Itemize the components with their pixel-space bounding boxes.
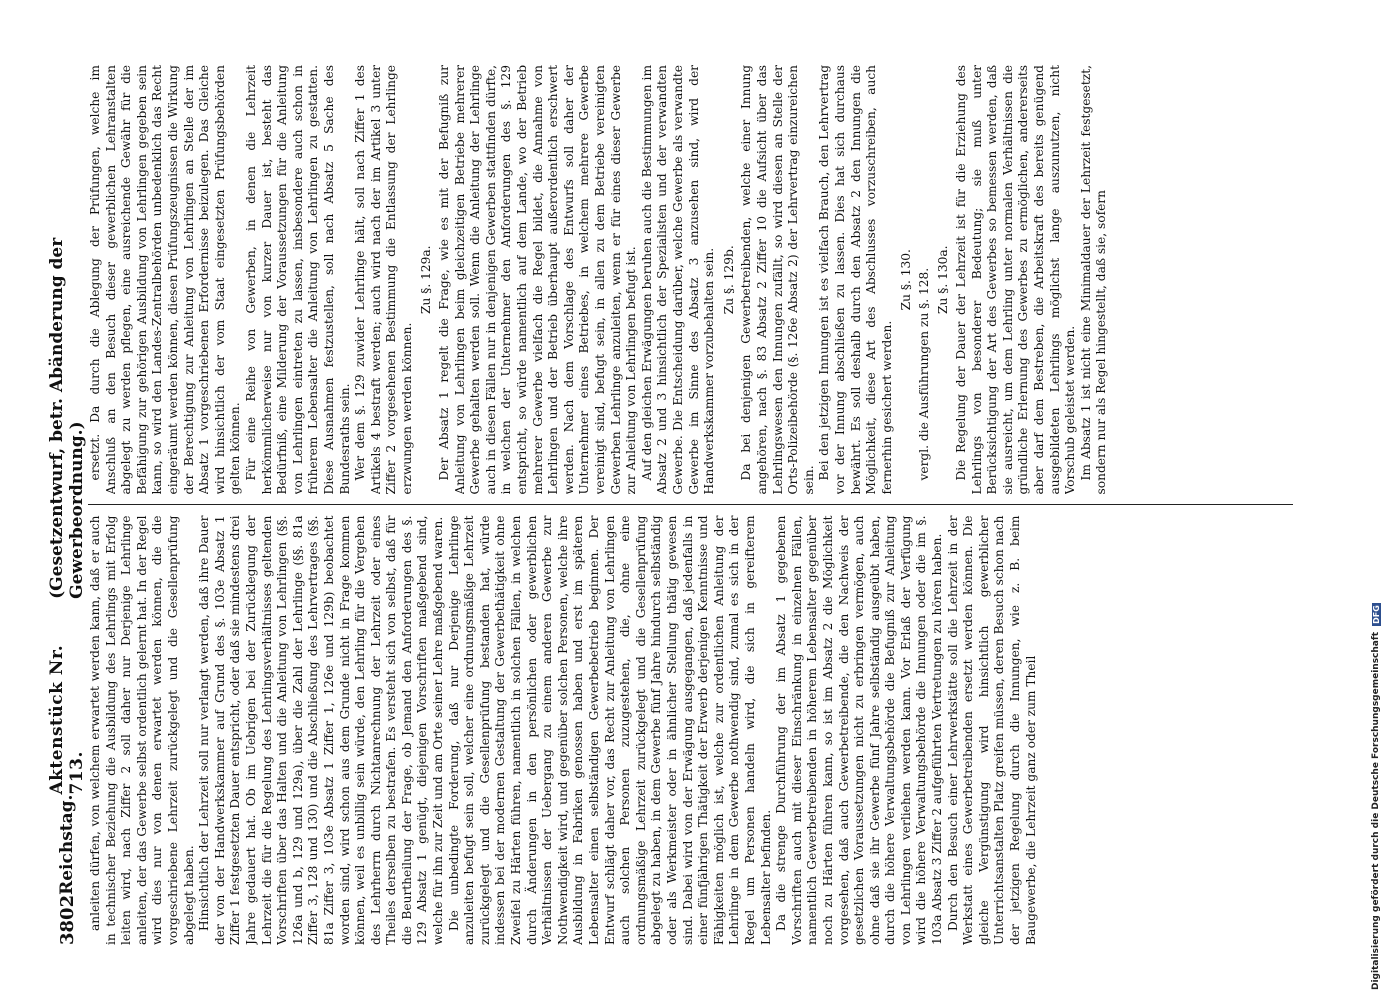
page-number: 3802 [56, 894, 78, 945]
paragraph: Auf den gleichen Erwägungen beruhen auch die Bestimmungen im Absatz 2 und 3 hinsichtlich der Spezialisten und der verwandten Gewerbe. Die Entscheidung darüber, welche Gewerbe als verwandte Gewerbe im Sinne des Absatz 3 anzusehen sind, wird der Handwerkskammer vorzubehalten sein. [639, 65, 717, 495]
left-column [88, 516, 1293, 946]
text-columns [88, 65, 1293, 945]
paragraph: Da die strenge Durchführung der im Absatz 1 gegebenen Vorschriften auch mit dieser Einschränkung in einzelnen Fällen, namentlich Gewerbetreibenden in höherem Lebensalter gegenüber noch zu Härten führen kann, so ist im Absatz 2 die Möglichkeit vorgesehen, daß auch Gewerbetreibende, die den Nachweis der gesetzlichen Voraussetzungen nicht zu erbringen vermögen, auch ohne daß sie ihr Gewerbe fünf Jahre selbständig ausgeübt haben, durch die höhere Verwaltungsbehörde die Befugniß zur Anleitung von Lehrlingen verliehen werden kann. Vor Erlaß der Verfügung wird die höhere Verwaltungsbehörde die Innungen oder die im §. 103a Absatz 3 Ziffer 2 aufgeführten Vertretungen zu hören haben. [774, 515, 945, 945]
paragraph: Bei den jetzigen Innungen ist es vielfach Brauch, den Lehrvertrag vor der Innung abschließen zu lassen. Dies hat sich durchaus bewährt. Es soll deshalb durch den Absatz 2 den Innungen die Möglichkeit, diese Art des Abschlusses vorzuschreiben, auch fernerhin gesichert werden. [817, 65, 894, 495]
page-header [47, 65, 87, 945]
section-heading: Zu §. 129a. [419, 245, 434, 314]
section-heading: Zu §. 130. [899, 249, 914, 311]
paragraph: Im Absatz 1 ist nicht eine Minimaldauer der Lehrzeit festgesetzt, sondern nur als Regel hingestellt, daß sie, sofern [1078, 65, 1109, 495]
header-center-title: Aktenstück Nr. 713. [47, 644, 87, 795]
section-heading: Zu §. 130a. [936, 245, 951, 314]
dfg-logo: DFG [1371, 605, 1381, 624]
section-heading: Zu §. 129b. [721, 245, 736, 315]
header-right-title: (Gesetzentwurf, betr. Abänderung der Gewerbeordnung.) [47, 237, 87, 599]
header-left-title: Reichstag. [57, 794, 77, 895]
paragraph: vergl. die Ausführungen zu §. 128. [916, 267, 931, 481]
column-divider [88, 505, 1293, 506]
paragraph: Der Absatz 1 regelt die Frage, wie es mit der Befugniß zur Anleitung von Lehrlingen beim gleichzeitigen Betriebe mehrerer Gewerbe gehalten werden soll. Wenn die Anleitung der Lehrlinge auch in diesen Fällen nur in denjenigen Gewerben stattfinden dürfte, in welchen der Unternehmer den Anforderungen des §. 129 entspricht, so würde namentlich auf dem Lande, wo der Betrieb mehrerer Gewerbe vielfach die Regel bildet, die Annahme von Lehrlingen und der Betrieb überhaupt außerordentlich erschwert werden. Nach dem Vorschlage des Entwurfs soll daher der Unternehmer eines Betriebes, in welchem mehrere Gewerbe vereinigt sind, befugt sein, in allen zu dem Betriebe vereinigten Gewerben Lehrlinge anzuleiten, wenn er für eines dieser Gewerbe zur Anleitung von Lehrlingen befugt ist. [437, 65, 639, 495]
paragraph: Wer dem §. 129 zuwider Lehrlinge hält, soll nach Ziffer 1 des Artikels 4 bestraft werden; auch wird nach der im Artikel 3 unter Ziffer 2 vorgesehenen Bestimmung die Entlassung der Lehrlinge erzwungen werden können. [353, 65, 414, 495]
right-column [88, 65, 1293, 495]
paragraph: Hinsichtlich der Lehrzeit soll nur verlangt werden, daß ihre Dauer der von der Handwerkskammer auf Grund des §. 103e Absatz 1 Ziffer 1 festgesetzten Dauer entspricht, oder daß sie mindestens drei Jahre gedauert hat. Ob im Uebrigen bei der Zurücklegung der Lehrzeit die für die Regelung des Lehrlingsverhältnisses geltenden Vorschriften über das Halten und die Anleitung von Lehrlingen (§§. 126a und b, 129 und 129a), über die Zahl der Lehrlinge (§§. 81a Ziffer 3, 128 und 130) und die Abschließung des Lehrvertrages (§§. 81a Ziffer 3, 103e Absatz 1 Ziffer 1, 126e und 129b) beobachtet worden sind, wird schon aus dem Grunde nicht in Frage kommen können, weil es unbillig sein würde, den Lehrling für die Vergehen des Lehrherrn durch Nichtanrechnung der Lehrzeit oder eines Theiles derselben zu bestrafen. Es versteht sich von selbst, daß für die Beurtheilung der Frage, ob Jemand den Anforderungen des §. 129 Absatz 1 genügt, diejenigen Vorschriften maßgebend sind, welche für ihn zur Zeit und am Orte seiner Lehre maßgebend waren. [197, 515, 446, 945]
digitization-note-text: Digitalisierung gefördert durch die Deutsche Forschungsgemeinschaft [1371, 631, 1381, 990]
paragraph: Die Regelung der Dauer der Lehrzeit ist für die Erziehung des Lehrlings von besonderer Bedeutung; sie muß unter Berücksichtigung der Art des Gewerbes so bemessen werden, daß sie ausreicht, um dem Lehrling unter normalen Verhältnissen die gründliche Erlernung des Gewerbes zu ermöglichen, andererseits aber darf dem Bestreben, die Arbeitskraft des bereits genügend ausgebildeten Lehrlings möglichst lange auszunutzen, nicht Vorschub geleistet werden. [954, 65, 1078, 495]
rotated-sheet [47, 65, 1300, 945]
paragraph: ersetzt. Da durch die Ablegung der Prüfungen, welche im Anschluß an den Besuch dieser gewerblichen Lehranstalten abgelegt zu werden pflegen, eine ausreichende Gewähr für die Befähigung zur gehörigen Ausbildung von Lehrlingen gegeben sein kann, so wird den Landes-Zentralbehörden unbedenklich das Recht eingeräumt werden können, diesen Prüfungszeugnissen die Wirkung der Berechtigung zur Anleitung von Lehrlingen an Stelle der im Absatz 1 vorgeschriebenen Erfordernisse beizulegen. Das Gleiche wird hinsichtlich der vom Staat eingesetzten Prüfungsbehörden gelten können. [88, 65, 243, 495]
paragraph: Durch den Besuch einer Lehrwerkstätte soll die Lehrzeit in der Werkstatt eines Gewerbetreibenden ersetzt werden können. Die gleiche Vergünstigung wird hinsichtlich gewerblicher Unterrichtsanstalten Platz greifen müssen, deren Besuch schon nach der jetzigen Regelung durch die Innungen, wie z. B. beim Baugewerbe, die Lehrzeit ganz oder zum Theil [945, 515, 1038, 945]
digitization-note [1370, 10, 1382, 990]
paragraph: Die unbedingte Forderung, daß nur Derjenige Lehrlinge anzuleiten befugt sein soll, welcher eine ordnungsmäßige Lehrzeit zurückgelegt und die Gesellenprüfung bestanden hat, würde indessen bei der modernen Gestaltung der Gewerbethätigkeit ohne Zweifel zu Härten führen, namentlich in solchen Fällen, in welchen durch Änderungen in den persönlichen oder gewerblichen Verhältnissen der Uebergang zu einem anderen Gewerbe zur Nothwendigkeit wird, und gegenüber solchen Personen, welche ihre Ausbildung in Fabriken genossen haben und erst im späteren Lebensalter einen selbständigen Gewerbebetrieb beginnen. Der Entwurf schlägt daher vor, das Recht zur Anleitung von Lehrlingen auch solchen Personen zuzugestehen, die, ohne eine ordnungsmäßige Lehrzeit zurückgelegt und die Gesellenprüfung abgelegt zu haben, in dem Gewerbe fünf Jahre hindurch selbständig oder als Werkmeister oder in ähnlicher Stellung thätig gewesen sind. Dabei wird von der Erwägung ausgegangen, daß jedenfalls in einer fünfjährigen Thätigkeit der Erwerb derjenigen Kenntnisse und Fähigkeiten möglich ist, welche zur ordentlichen Anleitung der Lehrlinge in dem Gewerbe nothwendig sind, zumal es sich in der Regel um Personen handeln wird, die sich in gereifterem Lebensalter befinden. [446, 515, 773, 945]
paragraph: Da bei denjenigen Gewerbetreibenden, welche einer Innung angehören, nach §. 83 Absatz 2 Ziffer 10 die Aufsicht über das Lehrlingswesen den Innungen zufällt, so wird diesen an Stelle der Orts-Polizeibehörde (§. 126e Absatz 2) der Lehrvertrag einzureichen sein. [739, 65, 816, 495]
paragraph: Für eine Reihe von Gewerben, in denen die Lehrzeit herkömmlicherweise nur von kurzer Dauer ist, besteht das Bedürfniß, eine Milderung der Voraussetzungen für die Anleitung von Lehrlingen eintreten zu lassen, insbesondere auch schon in früherem Lebensalter die Anleitung von Lehrlingen zu gestatten. Diese Ausnahmen festzustellen, soll nach Absatz 5 Sache des Bundesraths sein. [243, 65, 352, 495]
paragraph: anleiten dürfen, von welchem erwartet werden kann, daß er auch in technischer Beziehung die Ausbildung des Lehrlings mit Erfolg leiten wird, nach Ziffer 2 soll daher nur Derjenige Lehrlinge anleiten, der das Gewerbe selbst ordentlich gelernt hat. In der Regel wird dies nur von denen erwartet werden können, die die vorgeschriebene Lehrzeit zurückgelegt und die Gesellenprüfung abgelegt haben. [88, 515, 196, 945]
